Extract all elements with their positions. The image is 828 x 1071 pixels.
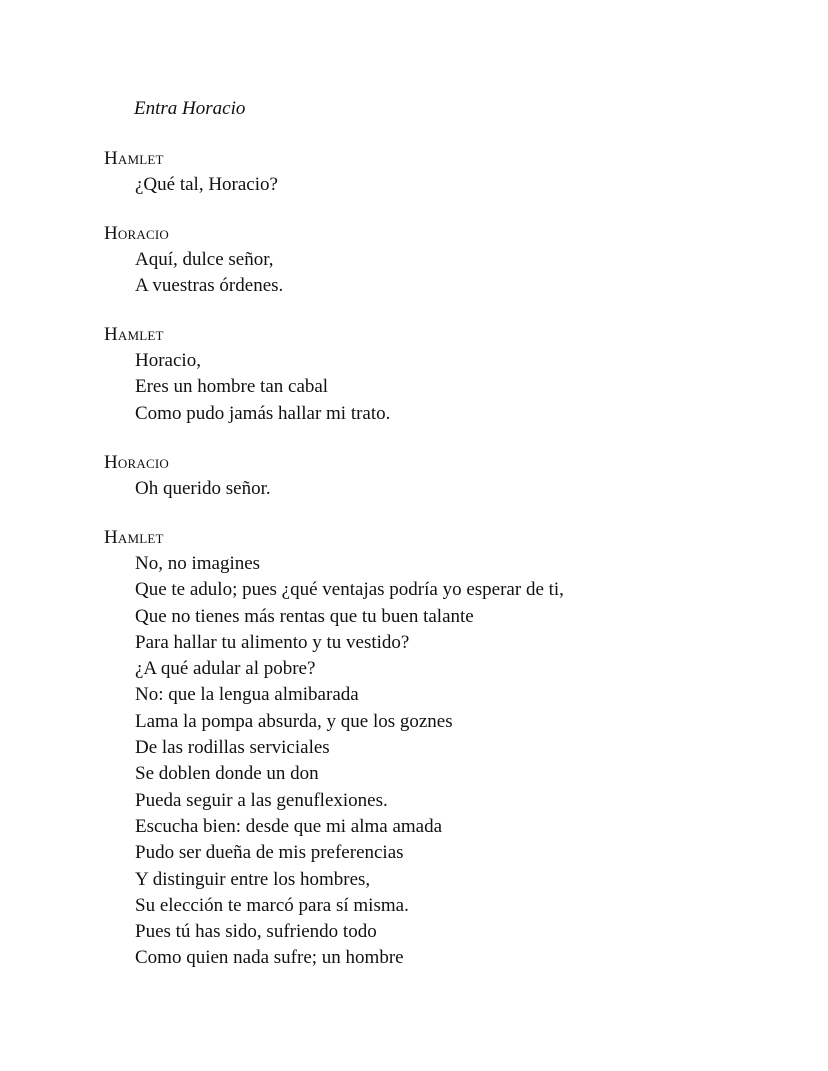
- stage-direction: Entra Horacio: [134, 98, 246, 119]
- verse-line: ¿Qué tal, Horacio?: [135, 174, 278, 195]
- verse-line: ¿A qué adular al pobre?: [135, 658, 316, 680]
- verse-line: Para hallar tu alimento y tu vestido?: [135, 631, 410, 653]
- speaker-name: Horacio: [104, 223, 169, 244]
- speaker-name: Hamlet: [104, 148, 164, 169]
- verse-line: Pues tú has sido, sufriendo todo: [135, 921, 377, 943]
- verse-line: Pueda seguir a las genuflexiones.: [135, 789, 388, 811]
- verse-line: Y distinguir entre los hombres,: [135, 868, 371, 890]
- verse-line: Su elección te marcó para sí misma.: [135, 894, 409, 916]
- verse-line: Horacio,: [135, 350, 201, 371]
- speech-block: [104, 146, 278, 198]
- verse-line: Como pudo jamás hallar mi trato.: [135, 402, 391, 424]
- verse-line: Eres un hombre tan cabal: [135, 376, 329, 398]
- verse-line: Aquí, dulce señor,: [135, 249, 274, 270]
- speech-block: [104, 450, 271, 502]
- verse-line: Pudo ser dueña de mis preferencias: [135, 842, 404, 864]
- speech-block: [104, 221, 283, 300]
- speaker-name: Hamlet: [104, 527, 164, 548]
- speech-block: [104, 322, 390, 427]
- verse-line: Que te adulo; pues ¿qué ventajas podría yo esperar de ti,: [135, 579, 564, 601]
- verse-line: Como quien nada sufre; un hombre: [135, 947, 404, 969]
- speaker-name: Horacio: [104, 452, 169, 473]
- verse-line: Se doblen donde un don: [135, 763, 319, 785]
- speaker-name: Hamlet: [104, 324, 164, 345]
- verse-line: Escucha bien: desde que mi alma amada: [135, 815, 443, 837]
- verse-line: Que no tienes más rentas que tu buen talante: [135, 605, 474, 627]
- speech-block: [104, 525, 564, 972]
- verse-line: De las rodillas serviciales: [135, 737, 330, 759]
- verse-line: No, no imagines: [135, 553, 261, 574]
- verse-line: A vuestras órdenes.: [135, 275, 284, 297]
- verse-line: Lama la pompa absurda, y que los goznes: [135, 710, 453, 732]
- verse-line: Oh querido señor.: [135, 478, 271, 499]
- verse-line: No: que la lengua almibarada: [135, 684, 359, 706]
